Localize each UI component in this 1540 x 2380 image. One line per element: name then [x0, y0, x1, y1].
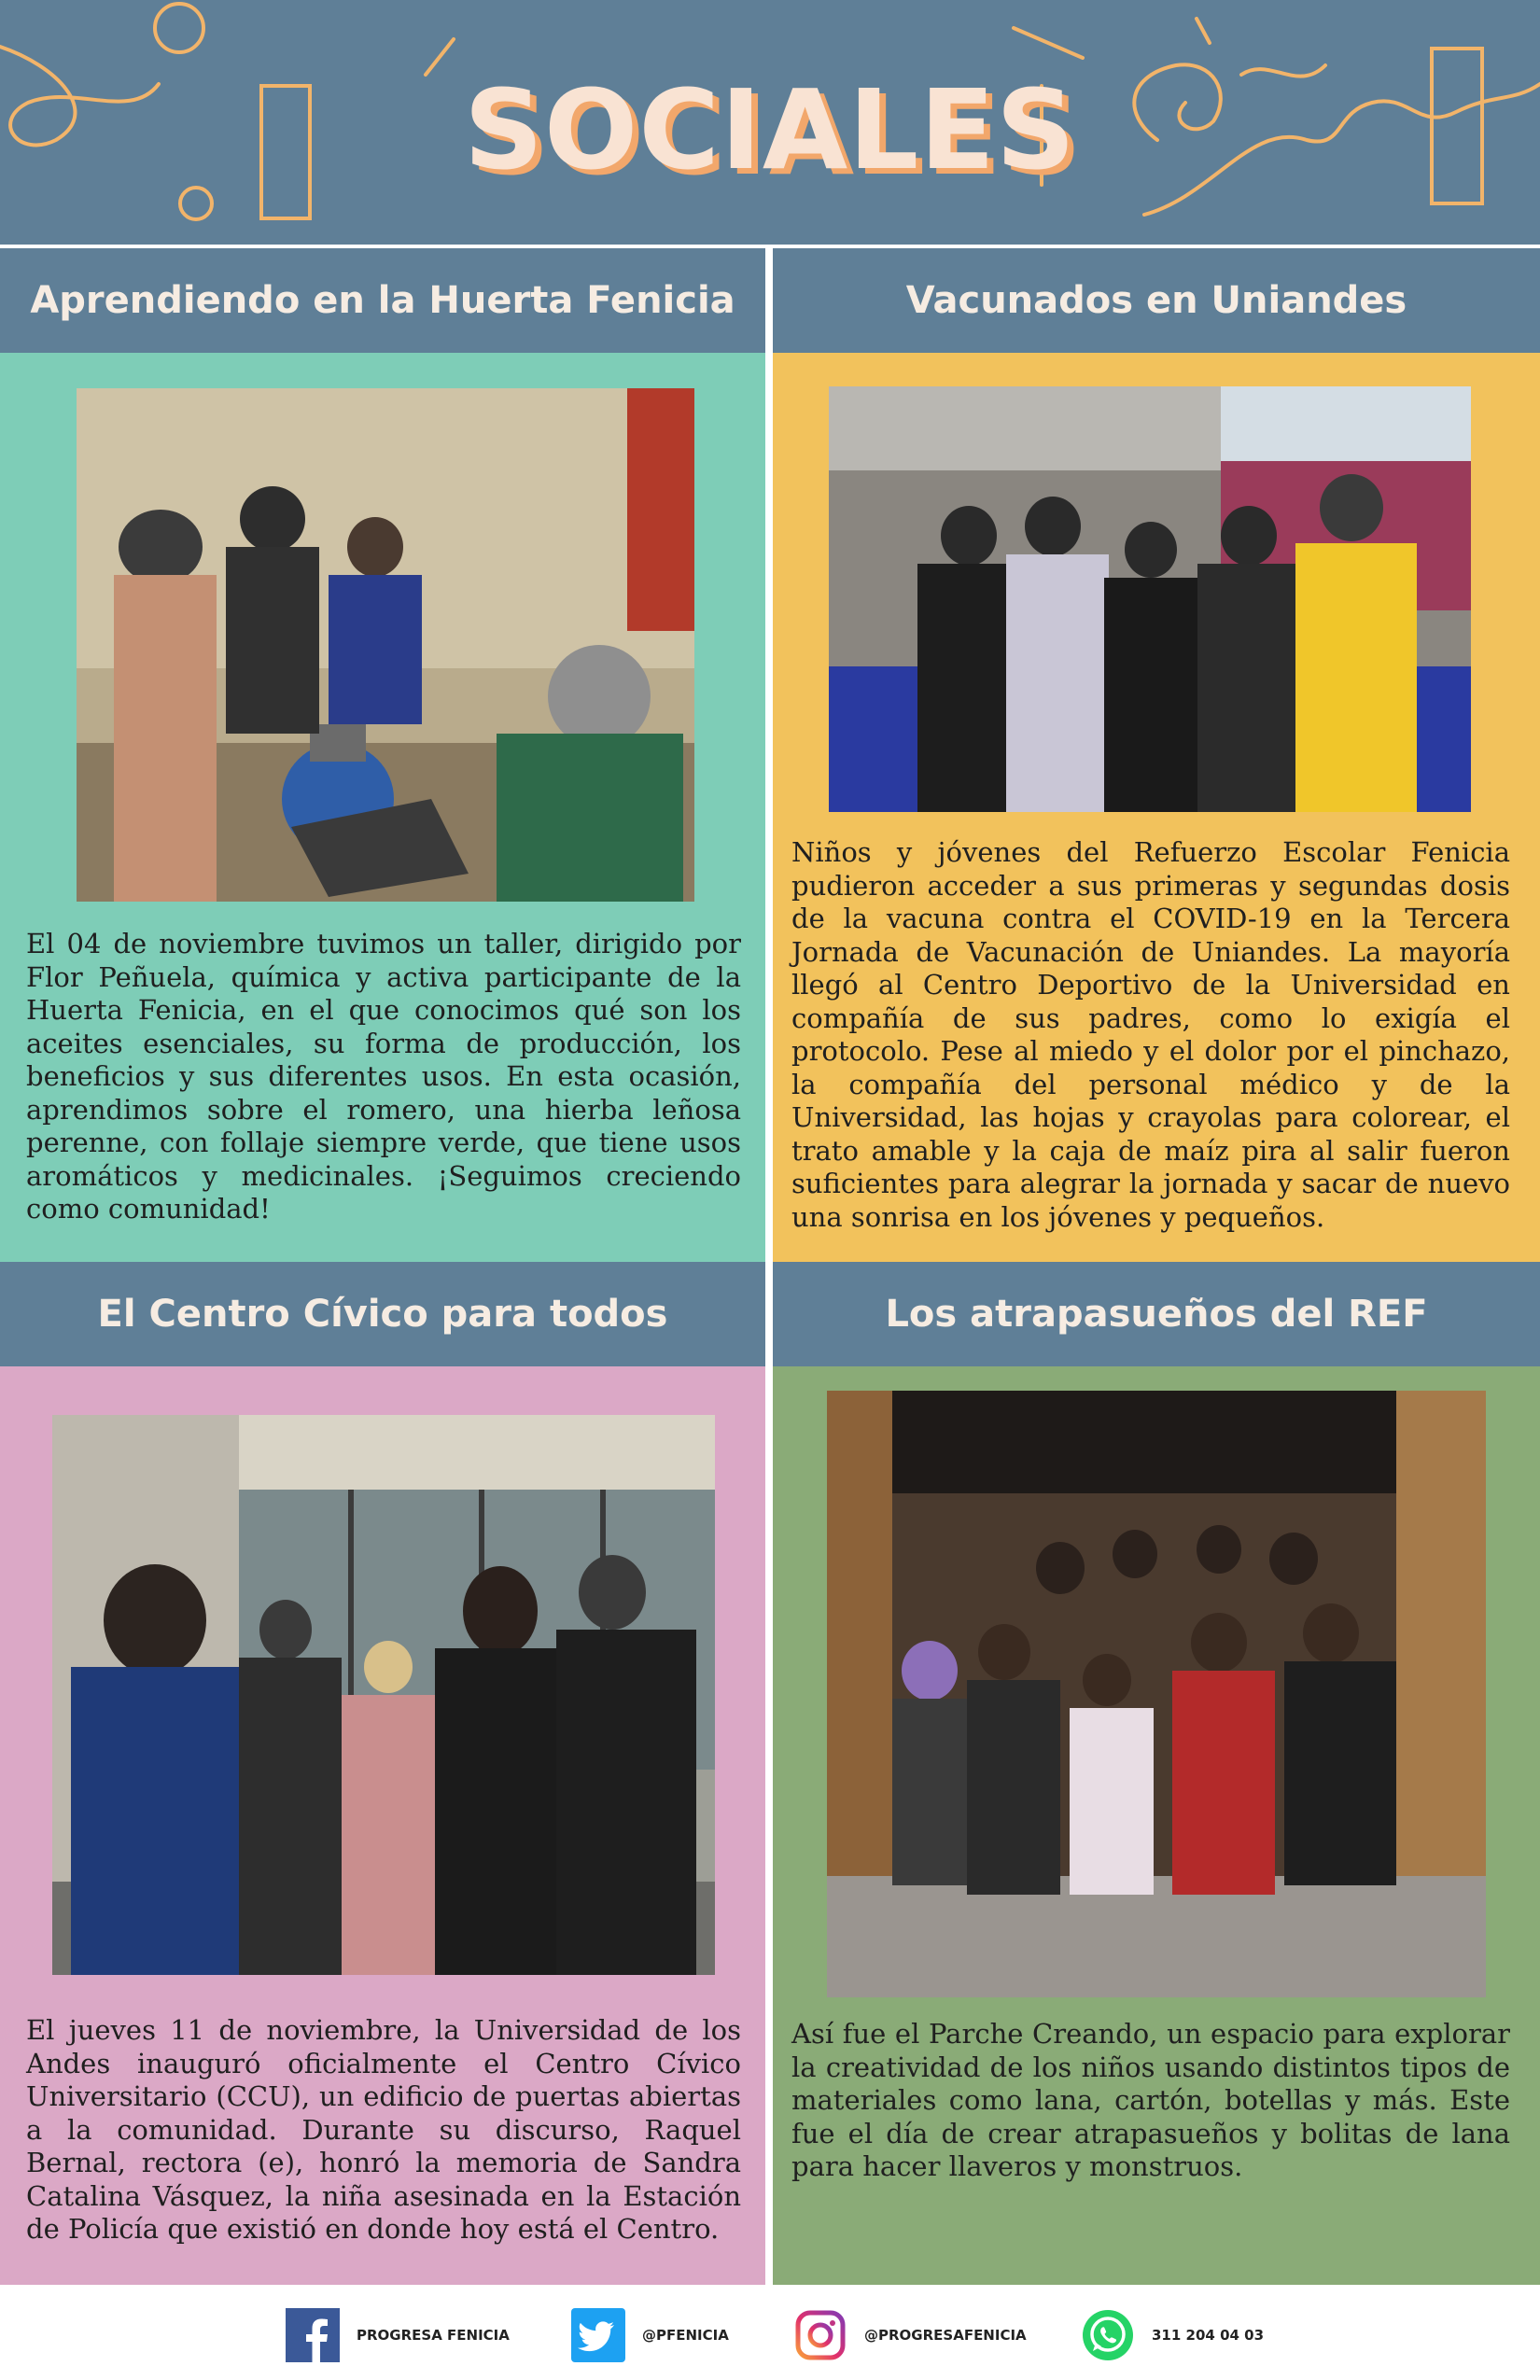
section-text-huerta: El 04 de noviembre tuvimos un taller, dirigido por Flor Peñuela, química y activa participante de la Huerta Fenicia, en el que conocimos qué son los aceites esenciales, su forma de producción, los beneficios y sus diferentes usos. En esta ocasión, aprendimos sobre el romero, una hierba leñosa perenne, con follaje siempre verde, que tiene usos aromáticos y medicinales. ¡Seguimos creciendo como comunidad! [26, 928, 741, 1225]
section-title-atrapasuenos: Los atrapasueños del REF [773, 1262, 1540, 1366]
photo-centro-civico [52, 1415, 715, 1975]
facebook-link[interactable] [286, 2309, 510, 2361]
page-title: SOCIALES [464, 65, 1076, 194]
twitter-icon [571, 2308, 625, 2362]
instagram-icon [793, 2308, 847, 2362]
section-text-atrapasuenos: Así fue el Parche Creando, un espacio para explorar la creatividad de los niños usando distintos tipos de materiales como lana, cartón, botellas y más. Este fue el día de crear atrapasueños y bolitas de lana para hacer llaveros y monstruos. [791, 2018, 1510, 2182]
photo-vacunados-group [829, 386, 1471, 812]
header-banner [0, 0, 1540, 245]
whatsapp-icon [1081, 2308, 1135, 2362]
section-title-centro-civico: El Centro Cívico para todos [0, 1262, 765, 1366]
whatsapp-label: 311 204 04 03 [1152, 2327, 1265, 2344]
facebook-label: PROGRESA FENICIA [357, 2327, 510, 2344]
facebook-icon [286, 2308, 340, 2362]
twitter-label: @PFENICIA [642, 2327, 729, 2344]
section-text-centro-civico: El jueves 11 de noviembre, la Universidad de los Andes inauguró oficialmente el Centro Cívico Universitario (CCU), un edificio de puertas abiertas a la comunidad. Durante su discurso, Raquel Bernal, rectora (e), honró la memoria de Sandra Catalina Vásquez, la niña asesinada en la Estación de Policía que existió en donde hoy está el Centro. [26, 2014, 741, 2245]
twitter-link[interactable] [571, 2309, 729, 2361]
photo-atrapasuenos-group [827, 1391, 1486, 1997]
section-title-vacunados: Vacunados en Uniandes [773, 248, 1540, 353]
instagram-link[interactable] [793, 2309, 1027, 2361]
footer-social-bar [0, 2285, 1540, 2380]
section-title-huerta: Aprendiendo en la Huerta Fenicia [0, 248, 765, 353]
section-text-vacunados: Niños y jóvenes del Refuerzo Escolar Fenicia pudieron acceder a sus primeras y segundas dosis de la vacuna contra el COVID-19 en la Tercera Jornada de Vacunación de Uniandes. La mayoría llegó al Centro Deportivo de la Universidad en compañía de sus padres, como lo exigía el protocolo. Pese al miedo y el dolor por el pinchazo, la compañía del personal médico y de la Universidad, las hojas y crayolas para colorear, el trato amable y la caja de maíz pira al salir fueron suficientes para alegrar la jornada y sacar de nuevo una sonrisa en los jóvenes y pequeños. [791, 836, 1510, 1233]
instagram-label: @PROGRESAFENICIA [864, 2327, 1027, 2344]
photo-huerta-workshop [77, 388, 694, 902]
whatsapp-link[interactable] [1081, 2309, 1264, 2361]
